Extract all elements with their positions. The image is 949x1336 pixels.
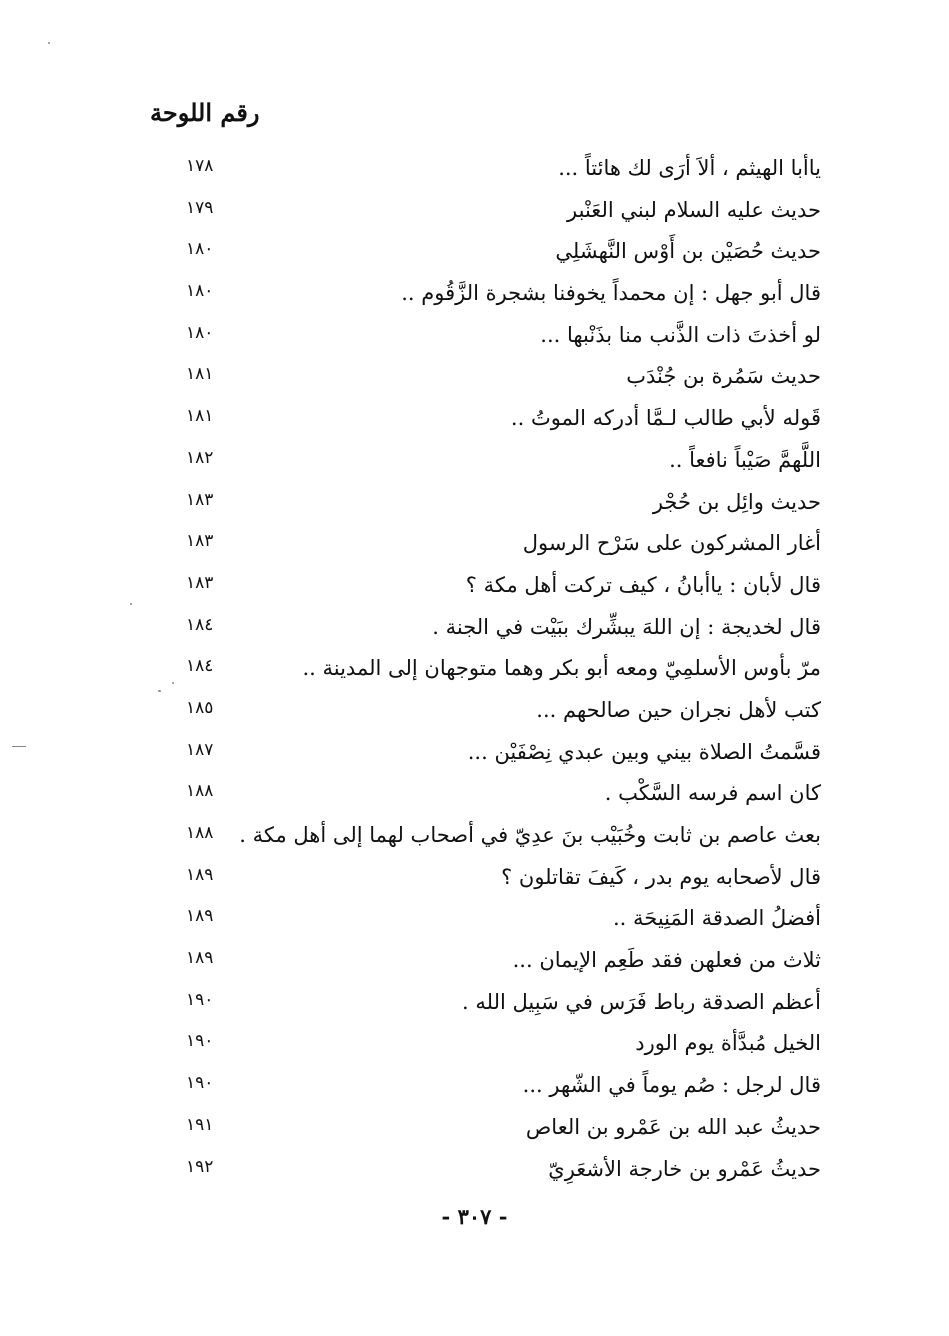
- entry-plate-number: ١٨٠: [186, 322, 214, 343]
- entry-title: قال لرجل : صُم يوماً في الشّهر ...: [522, 1073, 821, 1098]
- entry-title: قسَّمتُ الصلاة بيني وبين عبدي نِصْفَيْن ...: [467, 739, 821, 764]
- index-entry: [0, 484, 949, 526]
- entry-plate-number: ١٨٣: [186, 489, 214, 510]
- index-entry: [0, 317, 949, 359]
- entry-title: أفضلُ الصدقة المَنِيحَة ..: [613, 906, 821, 931]
- entry-title: بعث عاصم بن ثابت وخُبَيْب بنَ عدِيّ في أصحاب لهما إلى أهل مكة .: [239, 823, 821, 847]
- entry-plate-number: ١٧٨: [186, 156, 214, 176]
- entry-title: كتب لأهل نجران حين صالحهم ...: [536, 697, 821, 722]
- scan-speck: [48, 42, 50, 44]
- index-entry: [0, 942, 949, 984]
- entry-title: قال أبو جهل : إن محمداً يخوفنا بشجرة الزَّقُوم ..: [401, 281, 821, 306]
- index-entry: [0, 734, 949, 776]
- index-entry: [0, 1067, 949, 1109]
- entry-plate-number: ١٨٨: [186, 823, 214, 843]
- index-list: [0, 150, 949, 1192]
- index-entry: [0, 1109, 949, 1151]
- entry-title: قال لأصحابه يوم بدر ، كَيفَ تقاتلون ؟: [501, 864, 821, 889]
- entry-plate-number: ١٨٩: [186, 948, 214, 969]
- index-entry: [0, 150, 949, 192]
- entry-title: قال لأبان : ياأبانُ ، كيف تركت أهل مكة ؟: [465, 572, 821, 597]
- page-number: - ٣٠٧ -: [441, 1204, 508, 1229]
- entry-title: حديث عليه السلام لبني العَنْبر: [567, 197, 821, 222]
- entry-plate-number: ١٨٨: [186, 781, 214, 802]
- entry-plate-number: ١٨٤: [186, 614, 214, 635]
- entry-plate-number: ١٨٠: [186, 239, 214, 260]
- index-entry: [0, 358, 949, 400]
- column-header-plate-number: رقم اللوحة: [150, 98, 260, 127]
- entry-title: قال لخديجة : إن اللهَ يبشِّرك ببَيْت في الجنة .: [432, 614, 821, 639]
- entry-title: اللَّهمَّ صَيْباً نافعاً ..: [669, 447, 821, 472]
- index-entry: [0, 275, 949, 317]
- index-entry: [0, 775, 949, 817]
- entry-plate-number: ١٨١: [186, 364, 214, 385]
- index-entry: [0, 1151, 949, 1193]
- index-entry: [0, 984, 949, 1026]
- entry-plate-number: ١٩٠: [186, 989, 214, 1010]
- entry-plate-number: ١٨١: [186, 406, 214, 427]
- scan-speck: [158, 690, 161, 692]
- entry-title: قَوله لأبي طالب لـمَّا أدركه الموتُ ..: [510, 406, 821, 431]
- scan-speck: [172, 682, 174, 684]
- index-entry: [0, 525, 949, 567]
- entry-plate-number: ١٨٤: [186, 656, 214, 677]
- entry-plate-number: ١٨٥: [186, 697, 214, 718]
- entry-title: ثلاث من فعلهن فقد طَعِم الإيمان ...: [512, 948, 821, 973]
- entry-plate-number: ١٨٩: [186, 864, 214, 885]
- entry-title: مرّ بأوس الأسلمِيّ ومعه أبو بكر وهما متوجهان إلى المدينة ..: [302, 656, 821, 681]
- scan-speck: [12, 746, 26, 747]
- entry-title: حديث سَمُرة بن جُنْدَب: [626, 364, 821, 389]
- entry-plate-number: ١٨٢: [186, 447, 214, 468]
- index-entry: [0, 900, 949, 942]
- scan-speck: [130, 603, 132, 605]
- entry-plate-number: ١٧٩: [186, 197, 214, 218]
- index-entry: [0, 233, 949, 275]
- entry-plate-number: ١٨٠: [186, 281, 214, 302]
- entry-title: ياأبا الهيثم ، ألاَ أرَى لك هائتاً ...: [558, 156, 821, 180]
- entry-title: حديث وائِل بن حُجْر: [652, 489, 821, 514]
- entry-title: أعظم الصدقة رباط فَرَس في سَبِيل الله .: [462, 989, 821, 1014]
- entry-title: حديث حُصَيْن بن أَوْس النَّهشَلِي: [555, 239, 821, 264]
- entry-plate-number: ١٩٢: [186, 1156, 214, 1177]
- entry-title: كان اسم فرسه السَّكْب .: [604, 781, 821, 806]
- entry-title: الخيل مُبدَّأة يوم الورد: [635, 1031, 821, 1056]
- entry-plate-number: ١٨٣: [186, 531, 214, 552]
- entry-plate-number: ١٩٠: [186, 1073, 214, 1094]
- index-entry: [0, 400, 949, 442]
- index-entry: [0, 609, 949, 651]
- index-entry: [0, 692, 949, 734]
- entry-plate-number: ١٨٣: [186, 572, 214, 593]
- entry-plate-number: ١٩٠: [186, 1031, 214, 1052]
- index-entry: [0, 567, 949, 609]
- entry-title: أغار المشركون على سَرْح الرسول: [522, 531, 821, 556]
- index-entry: [0, 817, 949, 859]
- index-entry: [0, 650, 949, 692]
- entry-title: حديثُ عبد الله بن عَمْرو بن العاص: [525, 1114, 821, 1139]
- entry-title: حديثُ عَمْرو بن خارجة الأشعَرِيّ: [548, 1156, 821, 1181]
- entry-plate-number: ١٩١: [186, 1114, 214, 1135]
- entry-title: لو أخذتَ ذات الذَّنب منا بذَنْبها ...: [540, 322, 821, 347]
- index-entry: [0, 1025, 949, 1067]
- index-entry: [0, 192, 949, 234]
- entry-plate-number: ١٨٩: [186, 906, 214, 927]
- entry-plate-number: ١٨٧: [186, 739, 214, 760]
- index-entry: [0, 859, 949, 901]
- index-entry: [0, 442, 949, 484]
